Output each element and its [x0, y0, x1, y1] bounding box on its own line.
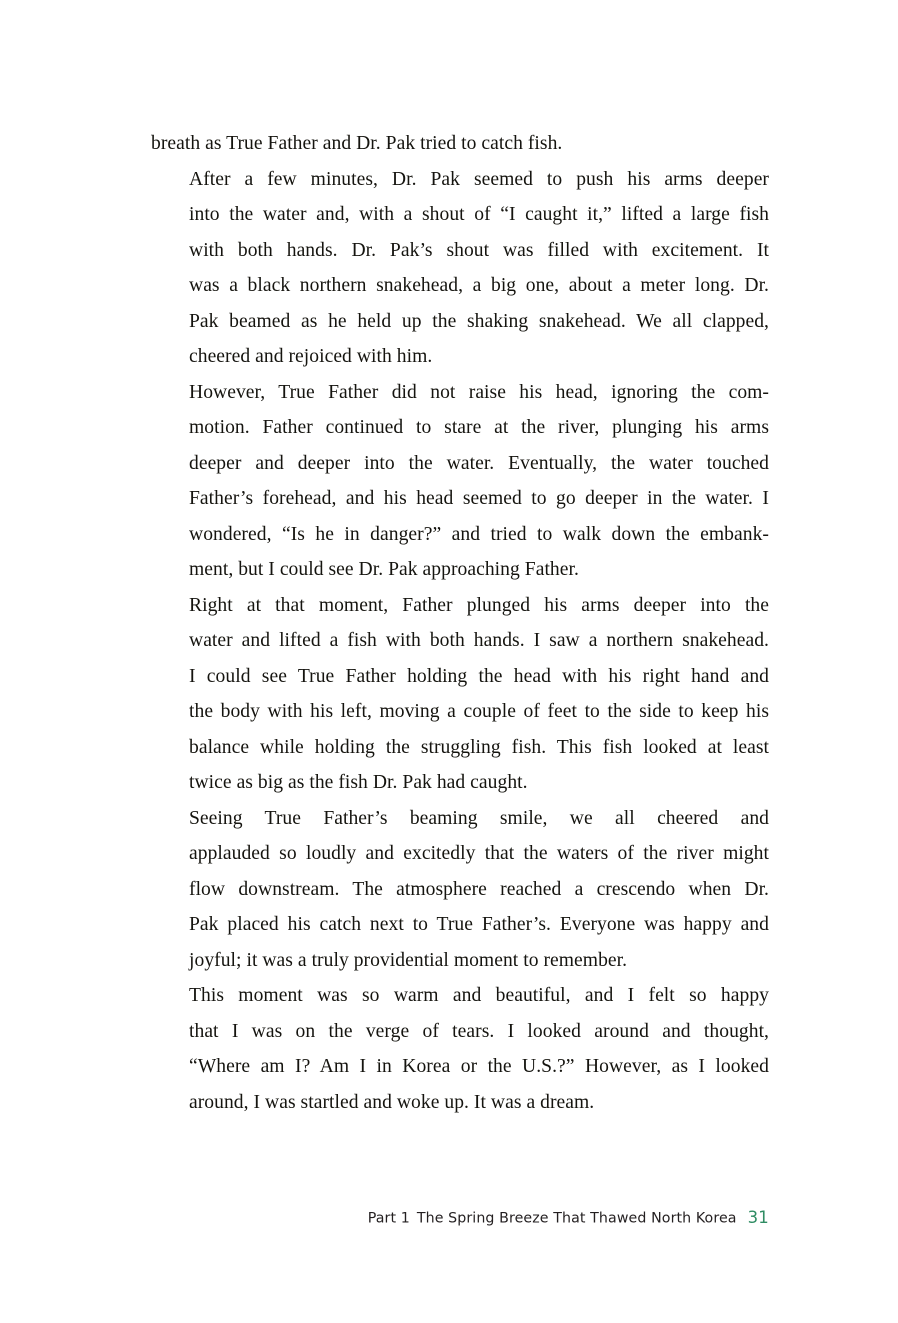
text-line: Pak placed his catch next to True Father’s. Everyone was happy and — [189, 914, 769, 935]
text-line: “Where am I? Am I in Korea or the U.S.?” However, as I looked — [189, 1056, 769, 1077]
footer-part-label: Part 1 — [367, 1210, 410, 1227]
body-text-column — [151, 126, 769, 1120]
paragraph-seeing-true-fathers-smile — [151, 801, 769, 979]
running-footer — [151, 1208, 769, 1229]
text-line: Father’s forehead, and his head seemed to go deeper in the water. I — [189, 488, 769, 509]
page-number: 31 — [747, 1208, 769, 1227]
paragraph-this-moment-was-so-warm — [151, 978, 769, 1120]
text-line: Right at that moment, Father plunged his arms deeper into the — [189, 594, 769, 616]
text-line: I could see True Father holding the head with his right hand and — [189, 665, 769, 687]
text-line: with both hands. Dr. Pak’s shout was filled with excitement. It — [189, 239, 769, 261]
paragraph-right-at-that-moment — [151, 588, 769, 801]
text-line: that I was on the verge of tears. I looked around and thought, — [189, 1020, 769, 1042]
text-line: breath as True Father and Dr. Pak tried to catch fish. — [151, 133, 563, 154]
text-line: joyful; it was a truly providential moment to remember. — [189, 949, 628, 971]
paragraph-continuation — [151, 126, 769, 162]
text-line: flow downstream. The atmosphere reached a crescendo when Dr. — [189, 878, 769, 900]
text-line: After a few minutes, Dr. Pak seemed to push his arms deeper — [189, 168, 769, 190]
paragraph-however-true-father — [151, 375, 769, 588]
text-line: Seeing True Father’s beaming smile, we all cheered and — [189, 807, 769, 829]
text-line: Pak beamed as he held up the shaking snakehead. We all clapped, — [189, 310, 769, 332]
text-line: around, I was startled and woke up. It was a dream. — [189, 1091, 595, 1113]
text-line: wondered, “Is he in danger?” and tried to walk down the embank- — [189, 523, 769, 545]
text-line: was a black northern snakehead, a big one, about a meter long. Dr. — [189, 275, 769, 296]
text-line: into the water and, with a shout of “I caught it,” lifted a large fish — [189, 204, 769, 225]
text-line: deeper and deeper into the water. Eventually, the water touched — [189, 452, 769, 474]
text-line: balance while holding the struggling fish. This fish looked at least — [189, 736, 769, 758]
paragraph-after-a-few-minutes — [151, 162, 769, 375]
text-line: However, True Father did not raise his head, ignoring the com- — [189, 381, 769, 403]
text-line: the body with his left, moving a couple of feet to the side to keep his — [189, 701, 769, 722]
text-line: ment, but I could see Dr. Pak approaching Father. — [189, 559, 579, 580]
text-line: twice as big as the fish Dr. Pak had caught. — [189, 772, 528, 793]
text-line: water and lifted a fish with both hands. I saw a northern snakehead. — [189, 630, 769, 651]
text-line: cheered and rejoiced with him. — [189, 346, 433, 367]
text-line: This moment was so warm and beautiful, and I felt so happy — [189, 985, 769, 1006]
text-line: motion. Father continued to stare at the river, plunging his arms — [189, 417, 769, 438]
footer-chapter-title: The Spring Breeze That Thawed North Korea — [416, 1210, 737, 1227]
text-line: applauded so loudly and excitedly that the waters of the river might — [189, 843, 769, 864]
